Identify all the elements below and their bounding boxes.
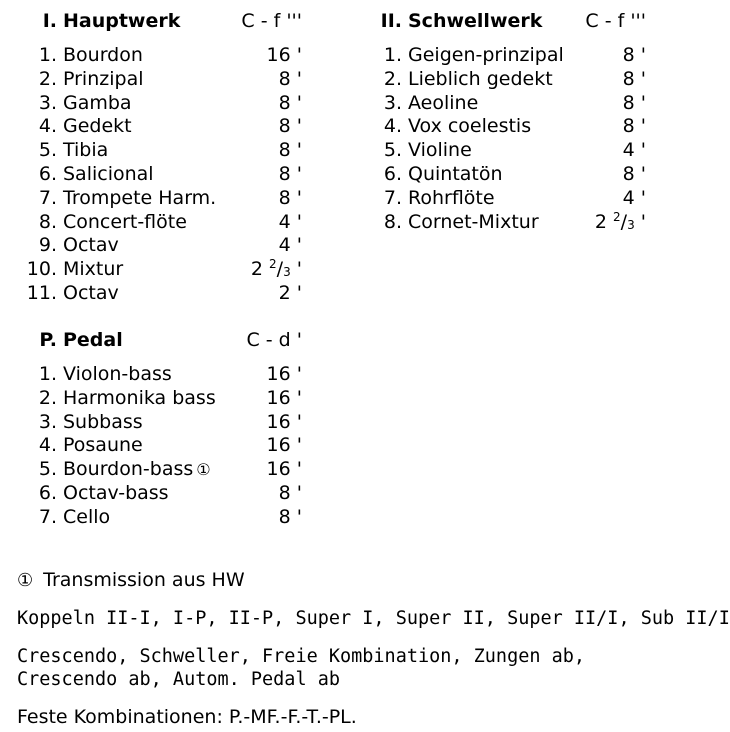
stop-number: 11. [26, 281, 57, 304]
pitch-value: 8 [622, 44, 635, 66]
foot-mark: ' [296, 410, 302, 433]
stop-name [63, 163, 154, 187]
stop-name-text: Tibia [63, 139, 109, 162]
foot-mark: ' [296, 210, 302, 233]
stop-pitch [623, 68, 646, 92]
stop-row [17, 258, 302, 282]
foot-mark: ' [296, 234, 302, 257]
stop-name-text: Bourdon [63, 44, 143, 66]
stop-name-text: Geigen-prinzipal [408, 44, 564, 66]
stop-name [63, 506, 110, 530]
stop-number: 3. [38, 410, 57, 433]
foot-mark: ' [296, 67, 302, 90]
foot-mark: ' [296, 386, 302, 409]
division-compass: C - d ' [246, 329, 302, 351]
stop-name [63, 234, 119, 258]
pitch-value: 8 [278, 505, 291, 528]
division-hauptwerk [17, 10, 302, 306]
pitch-value: 8 [278, 186, 291, 209]
stop-name [408, 187, 495, 211]
pitch-value: 2 [594, 210, 607, 233]
stop-number: 9. [38, 234, 57, 257]
foot-mark: ' [296, 363, 302, 385]
stop-row [17, 211, 302, 235]
foot-mark: ' [296, 481, 302, 504]
division-pedal [17, 329, 302, 530]
footnote-text: Transmission aus HW [43, 569, 245, 591]
stop-pitch [279, 506, 302, 530]
stop-name [408, 68, 553, 92]
pitch-value: 4 [278, 210, 291, 233]
stop-row [17, 458, 302, 482]
stop-number: 2. [38, 386, 57, 409]
stop-name [63, 482, 169, 506]
division-name: Hauptwerk [63, 10, 181, 32]
stop-number: 1. [38, 44, 57, 66]
stop-number: 5. [383, 139, 402, 162]
stop-name-text: Octav [63, 234, 119, 257]
stop-row [362, 68, 646, 92]
stop-row [362, 211, 646, 235]
stop-number: 7. [383, 186, 402, 209]
stop-name [408, 163, 503, 187]
stop-name-text: Harmonika bass [63, 386, 216, 409]
stop-pitch: 2 $^2/_3$ ' [594, 209, 646, 233]
division-header [17, 329, 302, 355]
pitch-value: 8 [622, 115, 635, 138]
stop-pitch [623, 92, 646, 116]
stop-row [17, 139, 302, 163]
stop-number: 1. [38, 363, 57, 385]
stop-name [63, 92, 132, 116]
stop-name [408, 92, 478, 116]
accessories-line-1: Crescendo, Schweller, Freie Kombination, Zungen ab, [17, 646, 586, 667]
pitch-value: 8 [278, 115, 291, 138]
pitch-value: 8 [278, 162, 291, 185]
stop-name-text: Salicional [63, 162, 154, 185]
foot-mark: ' [640, 210, 646, 233]
stop-name [63, 458, 211, 482]
foot-mark: ' [296, 186, 302, 209]
pitch-value: 16 [266, 44, 291, 66]
stop-row [17, 411, 302, 435]
stop-number: 5. [38, 458, 57, 481]
foot-mark: ' [640, 91, 646, 114]
stop-name-text: Concert-flöte [63, 210, 187, 233]
stop-number: 4. [38, 115, 57, 138]
stop-number: 3. [38, 91, 57, 114]
stop-row [17, 163, 302, 187]
foot-mark: ' [296, 115, 302, 138]
foot-mark: ' [296, 162, 302, 185]
footnote-marker: ① [17, 570, 34, 591]
pitch-value: 4 [622, 139, 635, 162]
pitch-value: 8 [278, 91, 291, 114]
division-header [17, 10, 302, 36]
pitch-value: 8 [278, 481, 291, 504]
stop-pitch [279, 92, 302, 116]
stop-row [17, 115, 302, 139]
stop-name [63, 411, 143, 435]
foot-mark: ' [296, 91, 302, 114]
pitch-value: 16 [266, 410, 291, 433]
stop-row [17, 282, 302, 306]
stop-pitch [267, 44, 302, 68]
stop-name-text: Octav [63, 281, 119, 304]
division-numeral: II. [380, 10, 402, 32]
pitch-value: 16 [266, 434, 291, 457]
stop-number: 4. [38, 434, 57, 457]
stop-name-text: Vox coelestis [408, 115, 532, 138]
stop-number: 8. [383, 210, 402, 233]
stop-name-text: Violon-bass [63, 363, 172, 385]
foot-mark: ' [296, 434, 302, 457]
stop-row [17, 434, 302, 458]
division-numeral: I. [42, 10, 57, 32]
foot-mark: ' [296, 258, 302, 281]
stop-pitch [267, 411, 302, 435]
foot-mark: ' [640, 115, 646, 138]
division-compass: C - f ''' [585, 10, 646, 32]
stop-name-text: Posaune [63, 434, 143, 457]
stop-pitch [623, 187, 646, 211]
stop-pitch [267, 434, 302, 458]
pitch-value: 8 [622, 162, 635, 185]
stop-row [17, 187, 302, 211]
stop-name [63, 44, 143, 68]
foot-mark: ' [640, 44, 646, 66]
pitch-fraction-denominator: 3 [627, 217, 635, 232]
stop-pitch [279, 163, 302, 187]
stop-row [17, 387, 302, 411]
stop-pitch [279, 187, 302, 211]
stop-name [63, 282, 119, 306]
division-compass: C - f ''' [241, 10, 302, 32]
pitch-fraction-numerator: 2 [269, 257, 277, 272]
stop-pitch [623, 163, 646, 187]
division-numeral: P. [39, 329, 57, 351]
stop-list [362, 44, 646, 234]
stop-number: 2. [38, 67, 57, 90]
division-name: Pedal [63, 329, 123, 351]
stop-name-text: Octav-bass [63, 481, 169, 504]
stop-row [17, 92, 302, 116]
stop-name [63, 211, 187, 235]
foot-mark: ' [296, 458, 302, 481]
stop-row [362, 139, 646, 163]
stop-name [63, 187, 216, 211]
stop-pitch [267, 387, 302, 411]
stop-name-text: Bourdon-bass [63, 458, 194, 481]
stop-row [362, 163, 646, 187]
foot-mark: ' [640, 162, 646, 185]
stop-name-text: Trompete Harm. [63, 186, 217, 209]
accessories-line-2: Crescendo ab, Autom. Pedal ab [17, 669, 341, 690]
stop-name-text: Prinzipal [63, 67, 144, 90]
stop-row [362, 187, 646, 211]
stop-name-text: Cello [63, 505, 111, 528]
pitch-value: 8 [278, 139, 291, 162]
division-name: Schwellwerk [408, 10, 543, 32]
foot-mark: ' [296, 139, 302, 162]
stop-number: 3. [383, 91, 402, 114]
stop-number: 10. [26, 258, 57, 281]
foot-mark: ' [640, 186, 646, 209]
stop-pitch [279, 482, 302, 506]
pitch-value: 2 [250, 258, 263, 281]
foot-mark: ' [296, 44, 302, 66]
stop-name [63, 258, 123, 282]
foot-mark: ' [640, 67, 646, 90]
stop-name [63, 68, 144, 92]
stop-pitch [267, 363, 302, 387]
pitch-fraction-denominator: 3 [283, 265, 291, 280]
stop-row [17, 68, 302, 92]
stop-number: 5. [38, 139, 57, 162]
pitch-value: 4 [278, 234, 291, 257]
stop-pitch [279, 115, 302, 139]
stop-row [17, 44, 302, 68]
division-schwellwerk [362, 10, 646, 234]
stop-number: 6. [38, 162, 57, 185]
pitch-value: 8 [278, 67, 291, 90]
stop-name [63, 115, 132, 139]
stop-pitch [279, 68, 302, 92]
stop-number: 6. [383, 162, 402, 185]
stop-name-text: Cornet-Mixtur [408, 210, 539, 233]
foot-mark: ' [640, 139, 646, 162]
stop-row [17, 234, 302, 258]
stop-number: 6. [38, 481, 57, 504]
stop-name [63, 387, 216, 411]
stop-name [408, 115, 531, 139]
stop-row [362, 92, 646, 116]
stop-name-text: Subbass [63, 410, 143, 433]
stop-pitch [267, 458, 302, 482]
stop-name [63, 434, 143, 458]
stop-pitch [623, 44, 646, 68]
stop-name-text: Lieblich gedekt [408, 67, 553, 90]
transmission-marker: ① [196, 460, 211, 480]
stop-name [63, 139, 108, 163]
pitch-value: 16 [266, 458, 291, 481]
stop-row [362, 44, 646, 68]
stop-name [408, 211, 539, 235]
stop-name-text: Violine [408, 139, 472, 162]
stop-pitch [279, 139, 302, 163]
pitch-fraction-numerator: 2 [613, 209, 621, 224]
stop-pitch [279, 211, 302, 235]
stop-name-text: Quintatön [408, 162, 503, 185]
stop-name-text: Mixtur [63, 258, 124, 281]
division-header [362, 10, 646, 36]
stop-row [17, 482, 302, 506]
stop-pitch [623, 115, 646, 139]
stop-number: 7. [38, 186, 57, 209]
pitch-value: 8 [622, 91, 635, 114]
stop-list [17, 363, 302, 530]
stop-number: 7. [38, 505, 57, 528]
stop-name-text: Aeoline [408, 91, 479, 114]
stop-row [17, 363, 302, 387]
stop-pitch [623, 139, 646, 163]
footnote-transmission [17, 569, 245, 591]
stop-name-text: Rohrflöte [408, 186, 495, 209]
stop-name [408, 139, 472, 163]
stop-pitch [279, 234, 302, 258]
couplers-line: Koppeln II-I, I-P, II-P, Super I, Super II, Super II/I, Sub II/I [17, 608, 730, 629]
foot-mark: ' [296, 281, 302, 304]
pitch-value: 16 [266, 363, 291, 385]
foot-mark: ' [296, 505, 302, 528]
pitch-value: 2 [278, 281, 291, 304]
stop-name [408, 44, 564, 68]
pitch-value: 16 [266, 386, 291, 409]
stop-name-text: Gedekt [63, 115, 132, 138]
fixed-combinations-line: Feste Kombinationen: P.-MF.-F.-T.-PL. [17, 706, 357, 728]
stop-pitch: 2 $^2/_3$ ' [250, 257, 302, 281]
pitch-value: 4 [622, 186, 635, 209]
stop-row [17, 506, 302, 530]
stop-row [362, 115, 646, 139]
stop-number: 1. [383, 44, 402, 66]
stop-pitch [279, 282, 302, 306]
pitch-value: 8 [622, 67, 635, 90]
stop-number: 2. [383, 67, 402, 90]
stop-name-text: Gamba [63, 91, 132, 114]
stop-list [17, 44, 302, 306]
stop-number: 4. [383, 115, 402, 138]
stop-name [63, 363, 172, 387]
stop-number: 8. [38, 210, 57, 233]
